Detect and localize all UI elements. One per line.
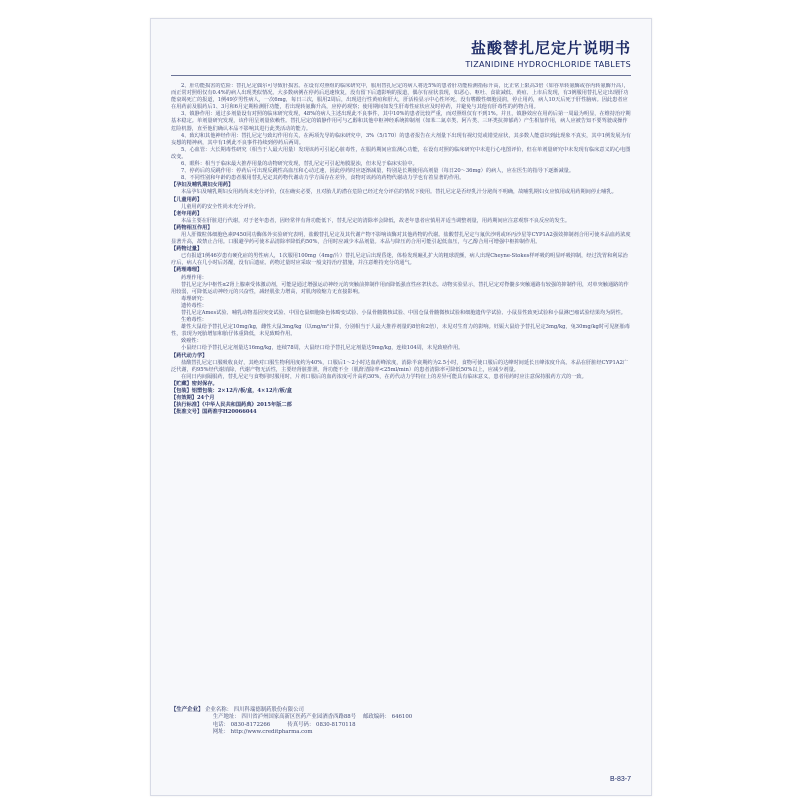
body-paragraph: 7、停药后的反跳作用：停药后可出现反跳性高血压和心动过速，因此停药时应逐渐减量，特别是长期使用高剂量（每日20～36mg）的病人，应在医生的指导下逐渐减量。: [181, 168, 575, 175]
web-label: 网址：: [212, 729, 229, 736]
title-block: [465, 37, 631, 69]
body-paragraph: 雄性大鼠给予替扎尼定10mg/kg，雌性大鼠3mg/kg（以mg/m²计算，分别相当于人最大推荐剂量的8倍和2倍），未见对生育力的影响。妊娠大鼠给予替扎尼定3mg/kg，兔30mg/kg时可见胚胎毒性，表现为死胎增加和胎仔体重降低，未见致畸作用。: [171, 324, 630, 338]
section-heading: 【孕妇及哺乳期妇女用药】: [171, 182, 234, 189]
section-heading: 【有效期】24个月: [171, 395, 215, 402]
subsection-heading: 毒理研究：: [181, 295, 207, 302]
body-paragraph: 小鼠经口给予替扎尼定剂量达16mg/kg，连续78周，大鼠经口给予替扎尼定剂量达9mg/kg，连续104周，未见致癌作用。: [181, 345, 464, 352]
section-heading: 【批准文号】国药准字H20066044: [171, 409, 257, 416]
body-paragraph: 6、眼科：相当于临床最大推荐用量的动物研究发现，替扎尼定可引起角膜混浊，但未见于临床实验中。: [181, 161, 418, 168]
body-paragraph: 替扎尼定Ames试验、哺乳动物基因突变试验、中国仓鼠细胞染色体畸变试验、小鼠骨髓微核试验、中国仓鼠骨髓微核试验和细胞遗传学试验、小鼠显性致死试验和小鼠淋巴瘤试验结果均为阴性。: [181, 310, 626, 316]
manufacturer-name: 四川科瑞德制药股份有限公司: [233, 707, 304, 713]
section-heading: 【老年用药】: [171, 210, 203, 217]
body-paragraph: 盐酸替扎尼定口服吸收良好，其绝对口服生物利用度约为40%，口服后1～2小时达血药峰浓度，消除半衰期约为2.5小时，食物可使口服后的达峰时间延长且峰浓度升高。本品在肝脏经CYP1A2广泛代谢，约95%经代谢消除，代谢产物无活性，主要经肾脏排泄。肾功能不全（肌酐清除率<25ml/min）的患者清除率可降低50%以上，应减少剂量。: [171, 359, 629, 373]
leaflet-body: [171, 83, 631, 703]
manufacturer-block: [171, 707, 631, 737]
manufacturer-web-row: [171, 729, 631, 736]
body-paragraph: 4、致幻和其他神经作用：替扎尼定与致幻作用有关，在两项先导的临床研究中，3%（5/170）的患者报告在大剂量下出现有视幻觉或错觉症状，其多数人能意识到此现象不真实，其中1例发展为有妄想的精神病，其中有1例此不良事件持续到停药后两周。: [171, 132, 631, 146]
body-paragraph: 替扎尼定为中枢性α2肾上腺素受体激动剂，可能是通过增强运动神经元的突触前抑制作用而降低强直性痉挛状态。动物实验显示，替扎尼定对脊髓多突触通路有较强的抑制作用，对单突触通路的作用较弱，可降低运动神经元的兴奋性，减轻肌张力增高，对肌肉收缩力无直接影响。: [171, 281, 629, 295]
section-heading: 【药理毒理】: [171, 267, 203, 274]
document-subtitle: TIZANIDINE HYDROCHLORIDE TABLETS: [465, 60, 631, 69]
body-paragraph: 用人肝微粒体细胞色素P450同功酶体外实验研究表明，盐酸替扎尼定及其代谢产物不影响该酶对其他药物的代谢。盐酸替扎尼定与氟伏沙明或环丙沙星等CYP1A2强效抑制剂合用可使本品血药浓度显著升高，故禁止合用。口服避孕药可使本品清除率降低约50%，合用时应减少本品剂量。本品与降压药合用可能引起低血压，与乙醇合用可增强中枢抑制作用。: [171, 231, 631, 246]
document-title: 盐酸替扎尼定片说明书: [470, 39, 631, 57]
address-value: 四川省泸州国家高新区医药产业园酒香西路88号: [241, 714, 357, 721]
phone-value: 0830-8172266: [230, 721, 271, 728]
body-paragraph: 5、心血管：大长期毒性研究（相当于人最大用量）发现该药可引起心脏毒性，在服药期间应监测心功能，在设有对照的临床研究中未进行心电图评价，但在单剂量研究中未发现有临床意义的心电图改变。: [171, 146, 631, 160]
leaflet-sheet: [150, 18, 652, 796]
subsection-heading: 药理作用：: [181, 274, 207, 281]
postcode-label: 邮政编码：: [362, 714, 390, 721]
body-paragraph: 8、不同性别和年龄的患者服用替扎尼定其药物代谢动力学方面存在差异，食物对该药的药物代谢动力学也有着显著的作用。: [181, 175, 465, 182]
section-heading: 【贮藏】密封保存。: [171, 380, 218, 387]
document-code: B-83-7: [609, 776, 631, 783]
section-heading: 【执行标准】《中华人民共和国药典》2015年版二部: [171, 402, 292, 409]
body-paragraph: 在同日内间隔服药，替扎尼定与食物同时服用时，片剂口服后的血药浓度可升高约30%，在药代动力学特征上的差异可能具有临床意义，患者用药时应注意保持服药方式的一致。: [181, 373, 587, 380]
address-label: 生产地址：: [212, 714, 240, 721]
section-heading: 【包装】铝塑包装：2×12片/板/盒，4×12片/板/盒: [171, 388, 292, 395]
body-paragraph: 3、镇静作用：通过多剂量设有对照的临床研究发现，48%的病人主述出现此不良事件，其中10%的患者比较严重，而对照组仅有不到1%。并且，镇静效应在用药后第一周最为明显，在维持治疗期基本稳定。单剂量研究发现，该作用呈剂量依赖性。替扎尼定的镇静作用可与乙醇和其他中枢神经系统抑制剂（如苯二氮卓类、阿片类、三环类抗抑郁药）产生相加作用，病人应被告知不要驾驶或操作危险机器，直至他们确认本品不影响其进行此类活动的能力。: [171, 111, 631, 132]
section-heading: 【药代动力学】: [171, 352, 208, 359]
web-value: http://www.creditpharma.com: [230, 729, 313, 736]
body-paragraph: 已有报道1例46岁患有硬化症的男性病人，1次服用100mg（4mg/片）替扎尼定后出现昏迷，体检发现瞳孔扩大的粗球震颤，病人出现Cheyne-Stokes样呼吸的明显呼吸抑制，经过洗胃和利尿治疗后，病人在几小时后苏醒，没有后遗症。药物过量时应采取一般支持治疗措施，并注意维持充分的通气。: [171, 253, 628, 267]
section-heading: 【药物过量】: [171, 246, 203, 253]
subsection-heading: 遗传毒性：: [181, 302, 207, 309]
body-paragraph: 2、肝功能损害的危险：替扎尼定偶尔可导致肝损害。在设有对照组的临床研究中，服用替扎尼定的病人将近5%的患者肝功能检测指标升高，比正常上限高3倍（如谷草转氨酶或谷丙转氨酶升高），而正常对照组仅有0.4%的病人出现类似情况。大多数病例在停药后迅速恢复，没有留下后遗影响的报道，偶尔有症状表现，如恶心、呕吐、食欲减低、黄疸、上市后发现，有3例服用替扎尼定出现肝功能衰竭死亡的报道，1例49岁男性病人，一次6mg，每日三次，服用2周后，出现进行性黄疸和肝大，肝活检显示中心性坏死，没有嗜酸性细胞浸润，停止用药，病人10天后死于肝性脑病。因此患者应在用药前及服药后1、3月和6月定期检测肝功能，若出现转氨酶升高，应停药观察；使用期间如发生肝毒性症状应及时停药，并避免与其他有肝毒性的药物合用。: [171, 83, 629, 111]
postcode-value: 646100: [391, 714, 413, 721]
section-heading: 【药物相互作用】: [171, 224, 213, 231]
title-divider: [171, 75, 631, 76]
body-paragraph: 儿童用药的安全性尚未充分评价。: [181, 203, 259, 210]
phone-label: 电话：: [212, 721, 229, 728]
fax-label: 传真号码：: [287, 721, 315, 728]
subsection-heading: 生殖毒性：: [181, 317, 207, 324]
manufacturer-label: 【生产企业】: [171, 707, 204, 713]
fax-value: 0830-8170118: [316, 721, 356, 728]
subsection-heading: 致癌性：: [181, 338, 202, 345]
manufacturer-address-row: [171, 714, 631, 721]
body-paragraph: 本品主要在肝脏进行代谢，对于老年患者，因经常伴有肾功能低下，替扎尼定的清除率会降低，故老年患者应慎用并适当调整剂量，用药期间应注意观察不良反应的发生。: [181, 217, 571, 224]
manufacturer-name-label: 企业名称：: [205, 707, 233, 713]
body-paragraph: 本品孕妇及哺乳期妇女用药尚未充分评价，仅在确实必要，且对胎儿的潜在危险已经过充分评估的情况下使用。替扎尼定是否经乳汁分泌尚不明确，故哺乳期妇女应慎用或用药期间停止哺乳。: [181, 189, 617, 196]
section-heading: 【儿童用药】: [171, 196, 203, 203]
